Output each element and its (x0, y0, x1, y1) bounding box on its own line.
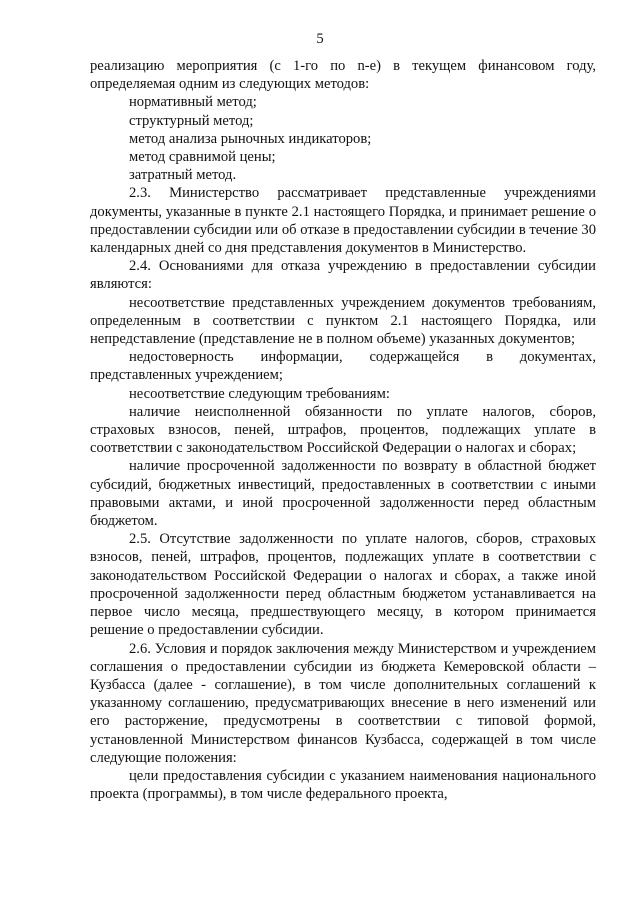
paragraph: 2.3. Министерство рассматривает представленные учреждениями документы, указанные в пункте 2.1 настоящего Порядка, и принимает решение о предоставлении субсидии или об отказе в предоставлении субсидии в течение 30 календарных дней со дня представления документов в Министерство. (90, 185, 597, 257)
paragraph: 2.4. Основаниями для отказа учреждению в предоставлении субсидии являются: (90, 258, 596, 293)
paragraph: цели предоставления субсидии с указанием наименования национального проекта (программы), в том числе федерального проекта, (90, 767, 596, 803)
list-item: метод сравнимой цены; (129, 149, 276, 166)
body-text (90, 57, 596, 803)
list-item: структурный метод; (129, 112, 254, 129)
paragraph: недостоверность информации, содержащейся в документах, представленных учреждением; (90, 349, 596, 384)
list-item: затратный метод. (129, 167, 237, 184)
page-number: 5 (316, 31, 324, 47)
paragraph: наличие просроченной задолженности по возврату в областной бюджет субсидий, бюджетных инвестиций, предоставленных в соответствии с иными правовыми актами, и иной просроченной задолженности перед областным бюджетом. (90, 458, 596, 530)
paragraph: 2.5. Отсутствие задолженности по уплате налогов, сборов, страховых взносов, пеней, штрафов, процентов, подлежащих уплате в соответствии с законодательством Российской Федерации о налогах и сборах, а также иной просроченной задолженности перед областным бюджетом устанавливается на первое число месяца, предшествующего месяцу, в котором принимается решение о предоставлении субсидии. (90, 531, 596, 639)
paragraph: несоответствие представленных учреждением документов требованиям, определенным в соответствии с пунктом 2.1 настоящего Порядка, или непредставление (представление не в полном объеме) указанных документов; (90, 294, 596, 348)
list-item: метод анализа рыночных индикаторов; (129, 130, 372, 147)
paragraph: несоответствие следующим требованиям: (129, 385, 390, 402)
paragraph: реализацию мероприятия (с 1-го по n-е) в текущем финансовом году, определяемая одним из следующих методов: (90, 58, 596, 93)
paragraph: наличие неисполненной обязанности по уплате налогов, сборов, страховых взносов, пеней, штрафов, процентов, подлежащих уплате в соответствии с законодательством Российской Федерации о налогах и сборах; (90, 403, 596, 457)
list-item: нормативный метод; (129, 94, 257, 111)
paragraph: 2.6. Условия и порядок заключения между Министерством и учреждением соглашения о предоставлении субсидии из бюджета Кемеровской области – Кузбасса (далее - соглашение), в том числе дополнительных соглашений к указанному соглашению, предусматривающих внесение в него изменений или его расторжение, предусмотрены в соответствии с типовой формой, установленной Министерством финансов Кузбасса, содержащей в том числе следующие положения: (90, 640, 596, 766)
